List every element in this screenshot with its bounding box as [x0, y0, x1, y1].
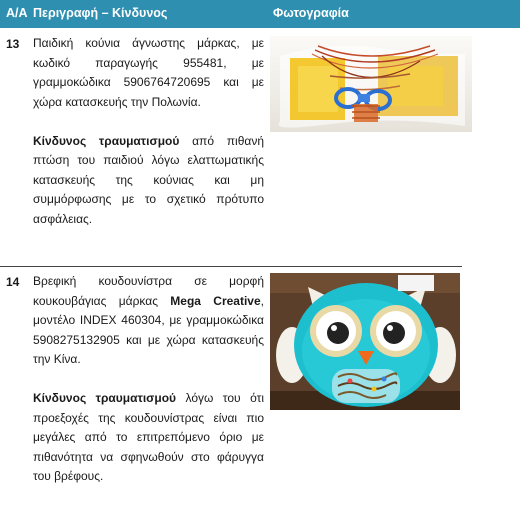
- risk-label: Κίνδυνος τραυματισμού: [33, 391, 177, 405]
- risk-text: από πιθανή πτώση του παιδιού λόγω ελαττωματικής κατασκευής της κούνιας και μη συμμόρφωσης με το σχετικό πρότυπο ασφάλειας.: [33, 133, 264, 226]
- column-header-number: Α/Α: [6, 6, 28, 20]
- owl-rattle-image: [270, 273, 460, 410]
- risk-paragraph: [33, 389, 264, 487]
- product-description: Παιδική κούνια άγνωστης μάρκας, με κωδικό παραγωγής 955481, με γραμμοκώδικα 5906764720695 και με χώρα κατασκευής την Πολωνία.: [33, 36, 264, 109]
- baby-swing-photo: [270, 36, 472, 132]
- owl-rattle-photo: [270, 273, 460, 410]
- description-text: Βρεφική κουδουνίστρα σε μορφή κουκουβάγιας μάρκας: [33, 274, 264, 308]
- risk-label: Κίνδυνος τραυματισμού: [33, 133, 180, 148]
- item-number: 14: [6, 275, 20, 289]
- column-header-photo: Φωτογραφία: [273, 6, 349, 20]
- row-divider: [0, 266, 462, 267]
- baby-swing-image: [270, 36, 472, 132]
- product-description: [33, 272, 264, 370]
- column-header-description: Περιγραφή – Κίνδυνος: [33, 6, 168, 20]
- item-description: [33, 34, 264, 229]
- item-description: [33, 272, 264, 487]
- risk-text: λόγω του ότι προεξοχές της κουδουνίστρας είναι πιο μεγάλες από το επιτρεπόμενο όριο με πιθανότητα να σφηνωθούν στο φάρυγγα του βρέφους.: [33, 391, 264, 483]
- table-header: [0, 0, 520, 28]
- item-number: 13: [6, 37, 20, 51]
- description-text-continued: , μοντέλο INDEX 460304, με γραμμοκώδικα 5908275132905 και με χώρα κατασκευής την Κίνα.: [33, 293, 264, 366]
- risk-paragraph: [33, 132, 264, 230]
- brand-name: Mega Creative: [170, 293, 261, 308]
